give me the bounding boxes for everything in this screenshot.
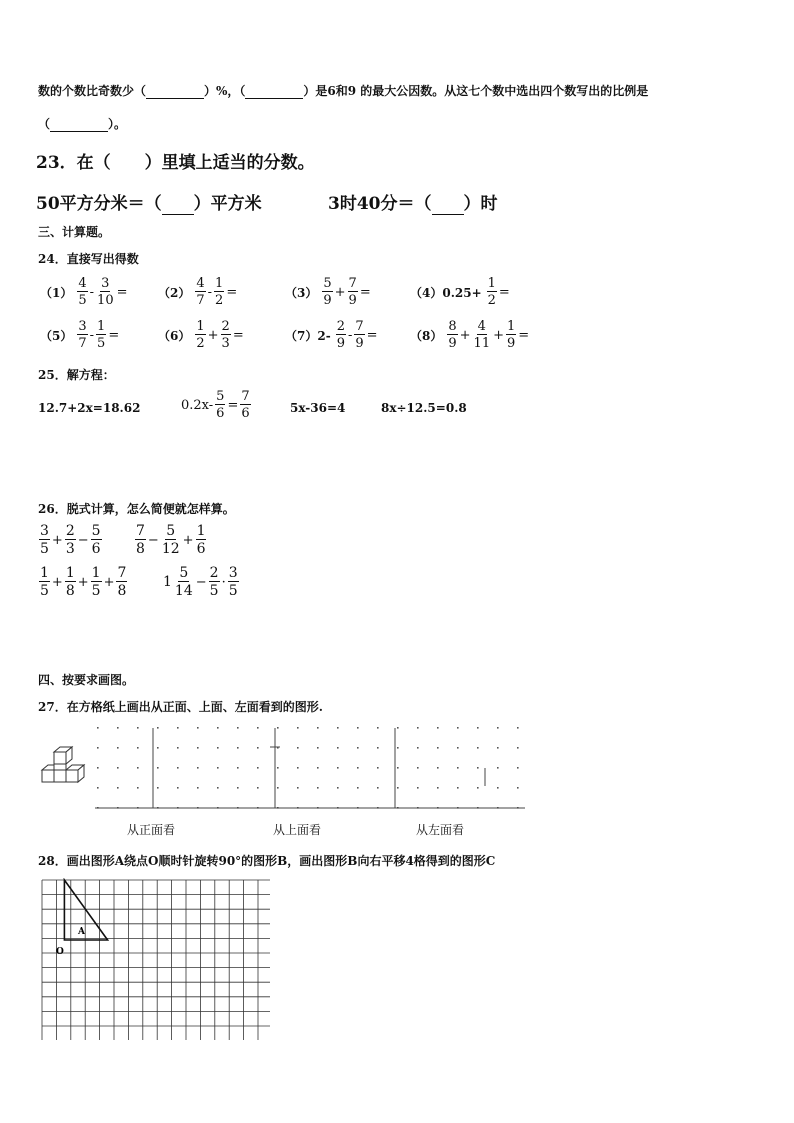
q22-text-a: 数的个数比奇数少（: [38, 84, 147, 98]
section3-heading: 三、计算题。: [38, 225, 111, 239]
fraction: [240, 390, 250, 420]
q23-right: [328, 189, 498, 215]
denominator: 6: [241, 406, 250, 421]
fraction: [161, 524, 181, 556]
fraction: [228, 566, 239, 598]
fraction: [214, 277, 224, 307]
grid-dot: [477, 747, 479, 749]
fraction: [196, 524, 207, 556]
grid-dot: [137, 727, 139, 729]
denominator: 9: [355, 336, 364, 351]
q23-left: [36, 189, 262, 215]
fraction: [209, 566, 220, 598]
denominator: 12: [161, 541, 180, 557]
fraction: [65, 524, 76, 556]
fraction: [39, 566, 50, 598]
denominator: 7: [196, 293, 205, 308]
grid-dot: [337, 747, 339, 749]
q25-title: 25．解方程：: [38, 368, 115, 382]
grid-dot: [97, 727, 99, 729]
grid-dot: [477, 727, 479, 729]
denominator: 5: [97, 336, 106, 351]
grid-dot: [157, 727, 159, 729]
grid-dot: [197, 747, 199, 749]
q24-item: [40, 277, 129, 307]
numerator: 1: [97, 319, 106, 334]
grid-dot: [117, 787, 119, 789]
q24-item: [285, 277, 372, 307]
denominator: 5: [40, 541, 49, 557]
label-o: O: [56, 947, 64, 957]
operator: -: [89, 327, 95, 343]
numerator: 1: [507, 319, 516, 334]
numerator: 1: [65, 565, 75, 581]
q24-item: [40, 320, 120, 350]
denominator: 7: [78, 336, 87, 351]
item-label: （3）: [285, 285, 318, 300]
operator: =: [359, 284, 371, 300]
grid-dot: [277, 767, 279, 769]
grid-dot: [297, 727, 299, 729]
denominator: 5: [40, 583, 49, 599]
grid-dot: [177, 727, 179, 729]
numerator: 5: [323, 276, 332, 291]
q24-item: [158, 277, 238, 307]
operator: =: [226, 284, 238, 300]
item-label: （1）: [40, 285, 73, 300]
denominator: 3: [65, 541, 75, 557]
denominator: 5: [209, 583, 219, 599]
grid-dot: [297, 747, 299, 749]
cube-stack-figure: [40, 744, 92, 786]
fraction: [195, 277, 205, 307]
numerator: 8: [448, 319, 457, 334]
operator: +: [51, 532, 63, 548]
numerator: 7: [355, 319, 364, 334]
grid-dot: [357, 787, 359, 789]
q24-item: [285, 320, 379, 350]
operator: -: [207, 284, 213, 300]
grid-dot: [437, 787, 439, 789]
grid-dot: [377, 727, 379, 729]
grid-dot: [397, 767, 399, 769]
denominator: 9: [323, 293, 332, 308]
denominator: 6: [91, 541, 101, 557]
grid-dot: [237, 767, 239, 769]
grid-dot: [237, 747, 239, 749]
grid-dot: [317, 787, 319, 789]
q26-expr-4: [162, 566, 240, 598]
grid-dot: [377, 787, 379, 789]
fraction: [215, 390, 225, 420]
denominator: 9: [448, 336, 457, 351]
q25-eq4: 8x÷12.5=0.8: [381, 401, 467, 415]
caption-top-view: 从上面看: [273, 823, 322, 837]
operator: +: [459, 327, 471, 343]
q22-line2: [38, 115, 126, 132]
item-label: （4）0.25+: [410, 285, 482, 300]
numerator: 3: [101, 276, 110, 291]
fraction: [116, 566, 127, 598]
denominator: 9: [507, 336, 516, 351]
grid-dot: [177, 787, 179, 789]
fraction: [487, 277, 497, 307]
operator: ·: [221, 574, 226, 590]
operator: -: [347, 327, 353, 343]
q25-eq3: 5x-36=4: [290, 401, 346, 415]
numerator: 1: [196, 319, 205, 334]
grid-dot: [397, 787, 399, 789]
grid-dot: [357, 747, 359, 749]
q23-title: 23．在（ ）里填上适当的分数。: [36, 153, 315, 173]
grid-dot: [257, 767, 259, 769]
grid-dot: [177, 747, 179, 749]
grid-dot: [317, 727, 319, 729]
fraction: [354, 320, 364, 350]
grid-dot: [217, 787, 219, 789]
item-label: （2）: [158, 285, 191, 300]
grid-dot: [517, 727, 519, 729]
q23-right-text: 3时40分＝（: [328, 194, 432, 214]
grid-dot: [517, 787, 519, 789]
fraction: [336, 320, 346, 350]
denominator: 5: [228, 583, 238, 599]
grid-dot: [457, 747, 459, 749]
numerator: 7: [348, 276, 357, 291]
grid-dot: [297, 787, 299, 789]
fraction: [174, 566, 194, 598]
numerator: 7: [136, 523, 145, 539]
grid-dot: [257, 747, 259, 749]
grid-dot: [297, 767, 299, 769]
item-label: （6）: [158, 328, 191, 343]
item-label: （5）: [40, 328, 73, 343]
fraction: [39, 524, 50, 556]
denominator: 5: [91, 583, 101, 599]
grid-dot: [277, 727, 279, 729]
grid-dot: [417, 727, 419, 729]
grid-dot: [477, 767, 479, 769]
grid-dot: [237, 787, 239, 789]
grid-dot: [457, 767, 459, 769]
grid-dot: [357, 727, 359, 729]
fraction: [96, 320, 106, 350]
grid-dot: [477, 787, 479, 789]
denominator: 14: [174, 583, 193, 599]
grid-dot: [377, 767, 379, 769]
numerator: 5: [166, 523, 176, 539]
q22-blank-2[interactable]: [245, 84, 303, 99]
grid-dot: [337, 727, 339, 729]
grid-dot: [457, 727, 459, 729]
numerator: 2: [336, 319, 345, 334]
caption-left-view: 从左面看: [416, 823, 465, 837]
q24-item: [158, 320, 245, 350]
fraction: [473, 320, 492, 350]
grid-dot: [517, 747, 519, 749]
grid-dot: [197, 787, 199, 789]
grid-dot: [517, 767, 519, 769]
grid-dot: [497, 727, 499, 729]
denominator: 6: [196, 541, 206, 557]
numerator: 3: [228, 565, 238, 581]
q22-text-c: ）是6和9 的最大公因数。从这七个数中选出四个数写出的比例是: [303, 84, 649, 98]
numerator: 5: [179, 565, 189, 581]
q23-left-unit: ）平方米: [193, 194, 262, 214]
q24-item: [410, 320, 530, 350]
q22-line1: [38, 82, 648, 99]
fraction: [91, 566, 102, 598]
operator: -: [89, 284, 95, 300]
denominator: 10: [97, 293, 114, 308]
numerator: 2: [209, 565, 219, 581]
fraction: [195, 320, 205, 350]
item-label: （7）2-: [285, 328, 331, 343]
grid-dot: [157, 747, 159, 749]
grid-dot: [437, 747, 439, 749]
operator: +: [207, 327, 219, 343]
denominator: 8: [117, 583, 127, 599]
grid-dot: [397, 727, 399, 729]
numerator: 4: [196, 276, 205, 291]
q26-expr-3: [38, 566, 128, 598]
q26-title: 26．脱式计算，怎么简便就怎样算。: [38, 502, 235, 516]
denominator: 6: [216, 406, 225, 421]
grid-dot: [197, 727, 199, 729]
grid-dot: [197, 767, 199, 769]
q23-blank-1[interactable]: [162, 194, 194, 215]
q23-blank-2[interactable]: [432, 194, 464, 215]
grid-dot: [497, 767, 499, 769]
numerator: 5: [216, 389, 225, 404]
q25-eq2: [180, 390, 252, 420]
fraction: [65, 566, 76, 598]
grid-dot: [177, 767, 179, 769]
grid-dot: [437, 727, 439, 729]
numerator: 1: [215, 276, 224, 291]
operator: =: [366, 327, 378, 343]
fraction: [447, 320, 457, 350]
grid-dot: [237, 727, 239, 729]
operator: =: [498, 284, 510, 300]
grid-dot: [437, 767, 439, 769]
grid-dot: [357, 767, 359, 769]
q27-title: 27．在方格纸上画出从正面、上面、左面看到的图形.: [38, 700, 323, 714]
grid-dot: [97, 787, 99, 789]
fraction: [96, 277, 115, 307]
grid-dot: [457, 787, 459, 789]
q22-text-e: ）。: [108, 117, 127, 131]
numerator: 1: [40, 565, 49, 581]
grid-dot: [317, 747, 319, 749]
numerator: 3: [78, 319, 87, 334]
q25-eq2-prefix: 0.2x-: [181, 397, 214, 413]
grid-dot: [377, 747, 379, 749]
denominator: 2: [215, 293, 224, 308]
numerator: 4: [78, 276, 87, 291]
grid-dot: [117, 767, 119, 769]
operator: +: [182, 532, 194, 548]
grid-dot: [337, 767, 339, 769]
q22-text-b: ）%，（: [204, 84, 246, 98]
fraction: [77, 277, 87, 307]
grid-dot: [257, 727, 259, 729]
grid-dot: [217, 727, 219, 729]
grid-dot: [217, 767, 219, 769]
operator: =: [232, 327, 244, 343]
grid-dot: [417, 747, 419, 749]
fraction: [135, 524, 146, 556]
square-grid-paper: [38, 878, 270, 1040]
denominator: 8: [136, 541, 145, 557]
q22-blank-1[interactable]: [146, 84, 204, 99]
grid-dot: [137, 787, 139, 789]
operator: +: [493, 327, 504, 343]
operator: −: [77, 532, 89, 548]
grid-dot: [97, 767, 99, 769]
grid-dot: [317, 767, 319, 769]
grid-dot: [157, 767, 159, 769]
q26-expr-4-whole: 1: [163, 574, 172, 590]
denominator: 11: [473, 336, 491, 351]
numerator: 5: [91, 523, 101, 539]
q26-expr-4-body: [173, 566, 240, 598]
q23-right-unit: ）时: [463, 194, 498, 214]
grid-dot: [157, 787, 159, 789]
dot-grid-paper: [95, 724, 530, 816]
operator: =: [227, 397, 239, 413]
grid-dot: [137, 767, 139, 769]
numerator: 4: [477, 319, 486, 334]
q25-eq1: 12.7+2x=18.62: [38, 401, 141, 415]
q25-eq2-fractions: [214, 390, 251, 420]
numerator: 7: [117, 565, 127, 581]
denominator: 2: [196, 336, 205, 351]
operator: +: [77, 574, 89, 590]
denominator: 9: [336, 336, 345, 351]
grid-dot: [277, 787, 279, 789]
denominator: 3: [221, 336, 230, 351]
operator: −: [195, 574, 207, 590]
q24-title: 24．直接写出得数: [38, 252, 139, 266]
q26-expr-1: [38, 524, 103, 556]
numerator: 1: [91, 565, 101, 581]
fraction: [91, 524, 102, 556]
fraction: [77, 320, 87, 350]
numerator: 3: [40, 523, 49, 539]
numerator: 2: [65, 523, 75, 539]
operator: =: [108, 327, 120, 343]
grid-dot: [497, 787, 499, 789]
item-label: （8）: [410, 328, 443, 343]
section4-heading: 四、按要求画图。: [38, 673, 135, 687]
numerator: 7: [241, 389, 250, 404]
numerator: 1: [196, 523, 206, 539]
q28-title: 28．画出图形A绕点O顺时针旋转90°的图形B，画出图形B向右平移4格得到的图形C: [38, 854, 496, 868]
grid-dot: [397, 747, 399, 749]
grid-dot: [97, 747, 99, 749]
q23-left-text: 50平方分米＝（: [36, 194, 162, 214]
operator: −: [147, 532, 159, 548]
q22-text-d: （: [38, 117, 51, 131]
numerator: 2: [221, 319, 230, 334]
fraction: [221, 320, 231, 350]
grid-dot: [417, 767, 419, 769]
denominator: 5: [78, 293, 87, 308]
operator: =: [116, 284, 128, 300]
grid-dot: [497, 747, 499, 749]
denominator: 8: [65, 583, 75, 599]
fraction: [322, 277, 332, 307]
q26-expr-2: [134, 524, 207, 556]
grid-dot: [217, 747, 219, 749]
label-a: A: [78, 927, 85, 937]
operator: +: [51, 574, 63, 590]
grid-dot: [337, 787, 339, 789]
denominator: 2: [487, 293, 496, 308]
operator: +: [334, 284, 346, 300]
caption-front-view: 从正面看: [127, 823, 176, 837]
grid-dot: [417, 787, 419, 789]
grid-dot: [257, 787, 259, 789]
grid-dot: [117, 747, 119, 749]
fraction: [348, 277, 358, 307]
grid-dot: [117, 727, 119, 729]
q22-blank-3[interactable]: [50, 117, 108, 132]
denominator: 9: [348, 293, 357, 308]
numerator: 1: [487, 276, 496, 291]
fraction: [506, 320, 516, 350]
grid-dot: [137, 747, 139, 749]
operator: =: [518, 327, 530, 343]
operator: +: [103, 574, 115, 590]
q24-item: [410, 277, 511, 307]
